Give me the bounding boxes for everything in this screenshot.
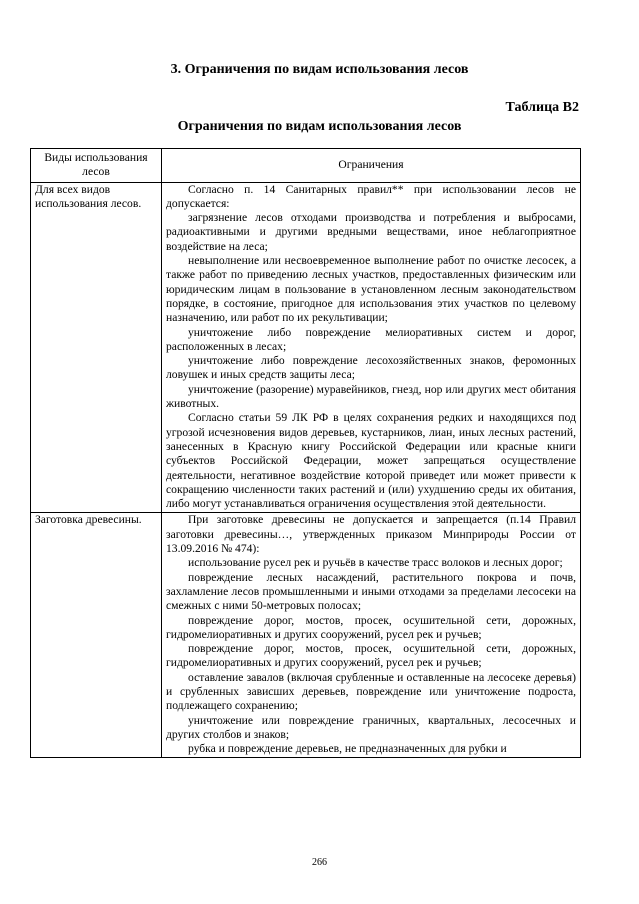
header-restrictions: Ограничения (162, 149, 581, 183)
table-label: Таблица В2 (505, 100, 579, 115)
restriction-paragraph: загрязнение лесов отходами производства и потребления и выбросами, радиоактивными и другими вредными веществами, иное неблагоприятное воздействие на леса; (166, 211, 576, 253)
restriction-paragraph: уничтожение или повреждение граничных, квартальных, лесосечных и других столбов и знаков; (166, 713, 576, 741)
table-row (31, 513, 581, 758)
restriction-paragraph: повреждение лесных насаждений, растительного покрова и почв, захламление лесов промышленными и иными отходами за пределами лесосеки на смежных с ними 50-метровых полосах; (166, 570, 576, 613)
restriction-paragraph: Согласно п. 14 Санитарных правил** при использовании лесов не допускается: (166, 182, 576, 210)
restriction-paragraph: использование русел рек и ручьёв в качестве трасс волоков и лесных дорог; (188, 556, 563, 570)
usage-type-cell: Для всех видов использования лесов. (31, 182, 162, 513)
restrictions-cell (162, 513, 581, 758)
restriction-paragraph: Согласно статьи 59 ЛК РФ в целях сохранения редких и находящихся под угрозой исчезновения видов деревьев, кустарников, лиан, иных лесных растений, занесенных в Красную книгу Российской Федерации или красные книги субъектов Российской Федерации, может запрещаться осуществление деятельности, негативное воздействие которой приведет или может привести к сокращению численности таких растений и (или) ухудшению среды их обитания, либо могут устанавливаться ограничения осуществления этой деятельности. (166, 411, 576, 511)
page-number: 266 (312, 857, 327, 868)
restriction-paragraph: оставление завалов (включая срубленные и оставленные на лесосеке деревья) и срубленных зависших деревьев, повреждение или уничтожение подроста, подлежащего сохранению; (166, 670, 576, 713)
restriction-paragraph: уничтожение либо повреждение мелиоративных систем и дорог, расположенных в лесах; (166, 325, 576, 353)
restriction-paragraph: уничтожение либо повреждение лесохозяйственных знаков, феромонных ловушек и иных средств защиты леса; (166, 354, 576, 382)
restriction-paragraph: рубка и повреждение деревьев, не предназначенных для рубки и (188, 742, 507, 756)
restriction-paragraph: уничтожение (разорение) муравейников, гнезд, нор или других мест обитания животных. (166, 382, 576, 411)
restriction-paragraph: невыполнение или несвоевременное выполнение работ по очистке лесосек, а также работ по приведению лесных участков, предоставленных физическим или юридическим лицам в пользование в установленном лесным законодательством порядке, в состояние, пригодное для использования этих участков по целевому назначению, или работ по их рекультивации; (166, 254, 576, 325)
table-header-row (31, 149, 581, 183)
header-usage-types: Виды использования лесов (31, 149, 162, 183)
table-row (31, 182, 581, 513)
table-title: Ограничения по видам использования лесов (177, 119, 462, 134)
restrictions-table (30, 148, 581, 758)
restriction-paragraph: При заготовке древесины не допускается и запрещается (п.14 Правил заготовки древесины…, утвержденных приказом Минприроды России от 13.09.2016 № 474): (166, 513, 576, 556)
restriction-paragraph: повреждение дорог, мостов, просек, осушительной сети, дорожных, гидромелиоративных и других сооружений, русел рек и ручьев; (166, 642, 576, 670)
restriction-paragraph: повреждение дорог, мостов, просек, осушительной сети, дорожных, гидромелиоративных и других сооружений, русел рек и ручьев; (166, 613, 576, 641)
usage-type-cell: Заготовка древесины. (31, 513, 162, 758)
restrictions-cell (162, 182, 581, 513)
section-title: 3. Ограничения по видам использования лесов (170, 62, 469, 77)
